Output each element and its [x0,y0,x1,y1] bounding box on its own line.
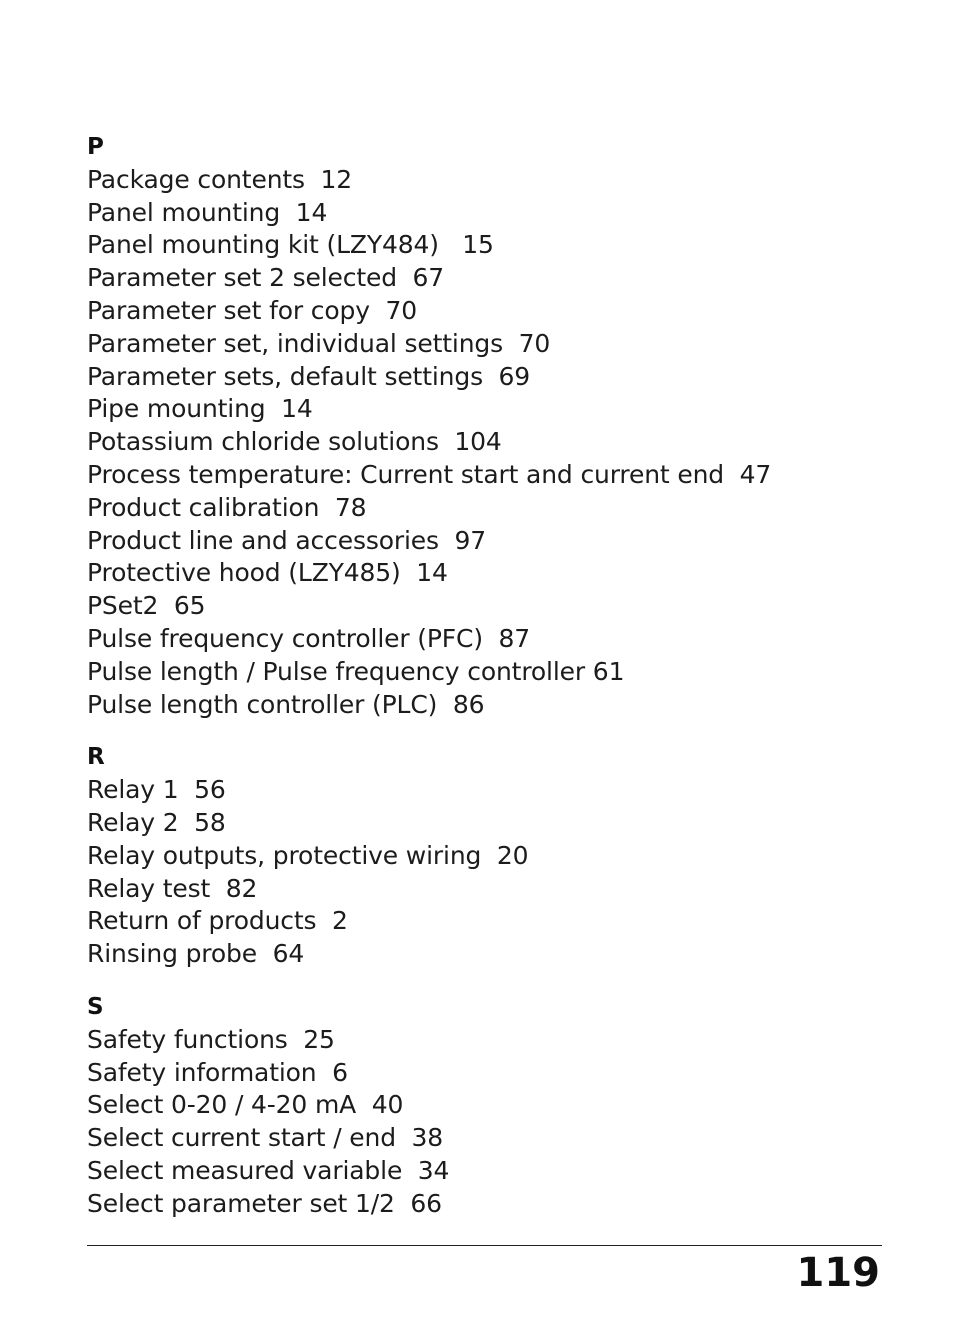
index-entry: Parameter set for copy 70 [87,295,417,325]
section-letter: S [87,993,104,1020]
index-entry: Product calibration 78 [87,492,367,522]
index-entry: Relay test 82 [87,873,258,903]
footer-divider [87,1245,882,1246]
index-entry: Relay 2 58 [87,807,226,837]
index-entry: Panel mounting kit (LZY484) 15 [87,230,494,260]
section-letter: P [87,134,104,160]
index-entry: Package contents 12 [87,164,353,194]
index-entry: Pipe mounting 14 [87,394,313,424]
index-entry: Pulse length controller (PLC) 86 [87,689,485,719]
index-entry: Parameter sets, default settings 69 [87,361,531,391]
index-entry: Return of products 2 [87,906,348,936]
index-entry: Relay 1 56 [87,775,226,805]
section-letter: R [87,744,105,771]
page-number: 119 [796,1250,880,1296]
index-entry: Safety information 6 [87,1057,348,1087]
index-entry: Parameter set 2 selected 67 [87,263,445,293]
index-entry: Relay outputs, protective wiring 20 [87,840,529,870]
index-entry: Pulse length / Pulse frequency controller 61 [87,656,625,686]
index-entry: Safety functions 25 [87,1024,335,1054]
index-entry: Rinsing probe 64 [87,939,305,969]
index-section-s [87,991,887,1221]
index-section-p [87,131,887,721]
index-list [87,131,887,1241]
index-entry: PSet2 65 [87,591,206,621]
index-entry: Potassium chloride solutions 104 [87,427,502,457]
index-entry: Select 0-20 / 4-20 mA 40 [87,1090,404,1120]
index-entry: Parameter set, individual settings 70 [87,328,551,358]
index-entry: Pulse frequency controller (PFC) 87 [87,623,531,653]
index-entry: Process temperature: Current start and current end 47 [87,459,772,489]
index-entry: Select parameter set 1/2 66 [87,1188,442,1218]
index-entry: Select measured variable 34 [87,1155,450,1185]
index-entry: Protective hood (LZY485) 14 [87,558,448,588]
index-section-r [87,741,887,971]
index-entry: Panel mounting 14 [87,197,328,227]
index-entry: Select current start / end 38 [87,1123,444,1153]
index-entry: Product line and accessories 97 [87,525,486,555]
